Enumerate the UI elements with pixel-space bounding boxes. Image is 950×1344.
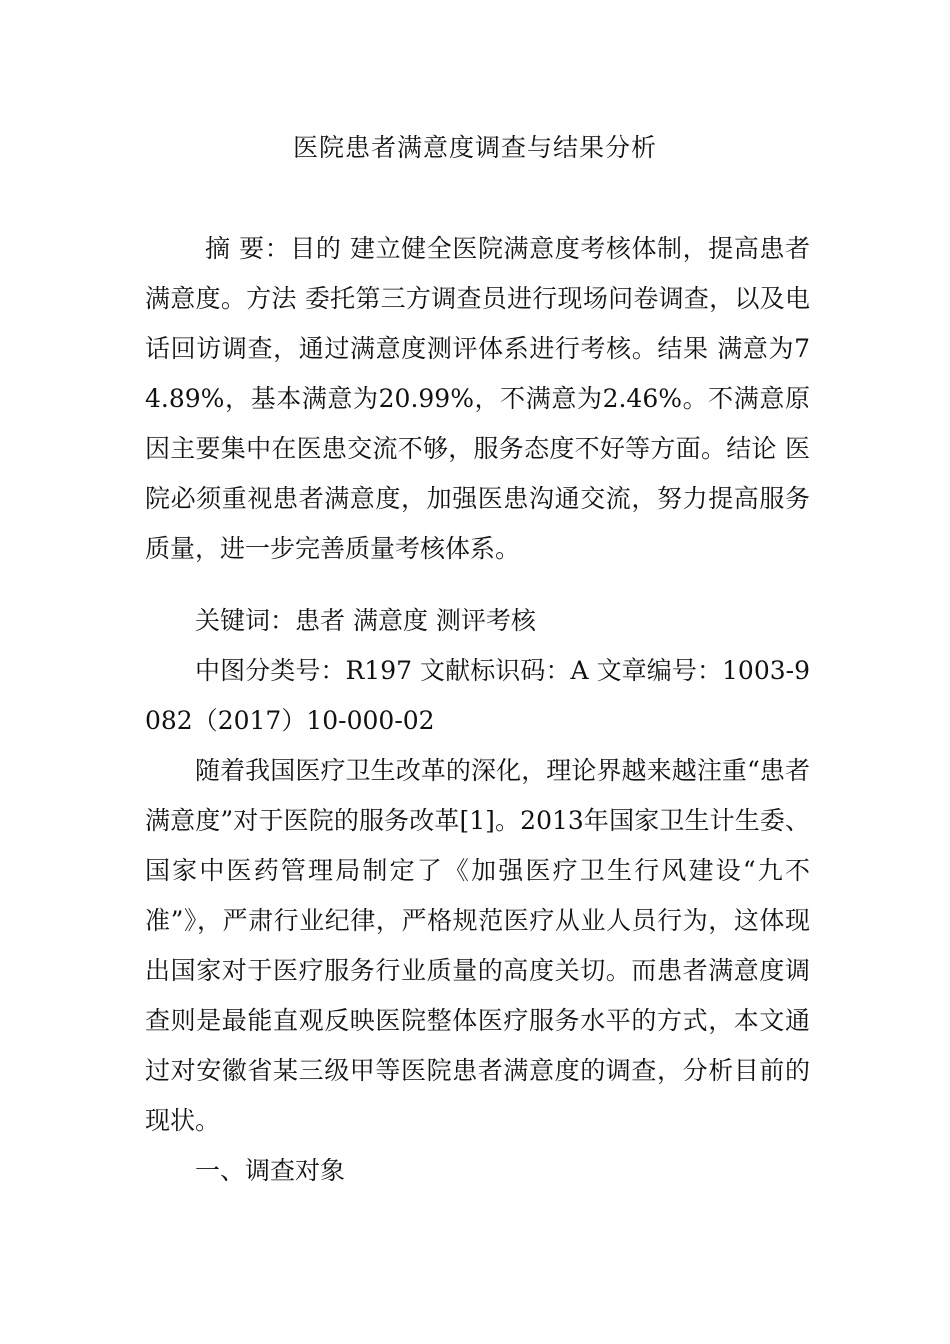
abstract-label: 摘 要：	[205, 234, 291, 263]
abstract-text: 目的 建立健全医院满意度考核体制，提高患者满意度。方法 委托第三方调查员进行现场问卷调查，以及电话回访调查，通过满意度测评体系进行考核。结果 满意为74.89%，基本满意为20.99%，不满意为2.46%。不满意原因主要集中在医患交流不够，服务态度不好等方面。结论 医院必须重视患者满意度，加强医患沟通交流，努力提高服务质量，进一步完善质量考核体系。	[145, 234, 810, 563]
keywords-text: 患者 满意度 测评考核	[295, 606, 536, 635]
section-heading: 一、调查对象	[195, 1156, 346, 1185]
keywords-paragraph	[145, 596, 810, 646]
abstract-paragraph	[145, 224, 810, 574]
intro-paragraph: 随着我国医疗卫生改革的深化，理论界越来越注重“患者满意度”对于医院的服务改革[1]。2013年国家卫生计生委、国家中医药管理局制定了《加强医疗卫生行风建设“九不准”》，严肃行业纪律，严格规范医疗从业人员行为，这体现出国家对于医疗服务行业质量的高度关切。而患者满意度调查则是最能直观反映医院整体医疗服务水平的方式，本文通过对安徽省某三级甲等医院患者满意度的调查，分析目前的现状。	[145, 756, 810, 1135]
document-title: 医院患者满意度调查与结果分析	[292, 133, 657, 162]
classification-paragraph: 中图分类号：R197 文献标识码：A 文章编号：1003-9082（2017）10-000-02	[145, 656, 810, 735]
keywords-label: 关键词：	[195, 606, 296, 635]
